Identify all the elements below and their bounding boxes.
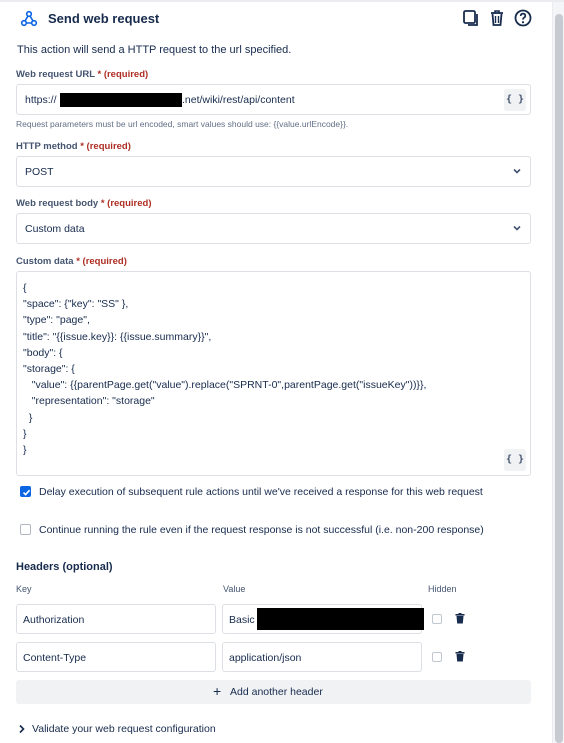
webhook-icon: [20, 10, 38, 28]
custom-data-code: [23, 280, 426, 458]
chevron-down-icon: [512, 223, 522, 233]
smart-value-button[interactable]: { }: [504, 89, 526, 111]
code-line: }: [23, 427, 27, 440]
chevron-right-icon: [18, 724, 26, 736]
request-body-select[interactable]: [16, 213, 531, 244]
page-title: Send web request: [48, 11, 160, 26]
redacted-block: [60, 93, 182, 107]
continue-running-checkbox[interactable]: [20, 524, 31, 535]
plus-icon: +: [213, 683, 222, 699]
hidden-checkbox[interactable]: [432, 652, 442, 662]
url-label: [16, 69, 148, 80]
chevron-down-icon: [512, 166, 522, 176]
code-line: "title": "{{issue.key}}: {{issue.summary}}",: [23, 330, 212, 343]
action-description: This action will send a HTTP request to the url specified.: [17, 44, 292, 56]
code-line: "body": {: [23, 346, 63, 359]
code-line: "storage": {: [23, 363, 75, 376]
delay-execution-checkbox[interactable]: [20, 486, 31, 497]
redacted-block: [257, 608, 424, 630]
trash-icon[interactable]: [455, 613, 465, 624]
add-header-button[interactable]: [16, 680, 531, 704]
code-line: "representation": "storage": [23, 395, 155, 408]
scrollbar[interactable]: [552, 2, 564, 743]
column-header-hidden: Hidden: [428, 584, 457, 594]
code-line: "value": {{parentPage.get("value").replace("SPRNT-0",parentPage.get("issueKey"))}},: [23, 379, 427, 392]
code-line: }: [23, 411, 33, 424]
validate-config-label: Validate your web request configuration: [32, 723, 216, 735]
add-header-label: Add another header: [230, 686, 323, 698]
code-line: "type": "page",: [23, 314, 90, 327]
header-actions: [462, 8, 532, 28]
http-method-select[interactable]: [16, 156, 531, 187]
custom-data-textarea[interactable]: [16, 271, 531, 476]
action-header: [16, 6, 536, 32]
column-header-value: Value: [223, 584, 246, 594]
hidden-checkbox[interactable]: [432, 614, 442, 624]
required-marker: * (required): [97, 69, 149, 80]
url-label-text: Web request URL: [16, 69, 95, 80]
trash-icon[interactable]: [488, 8, 506, 28]
custom-data-label: [16, 256, 127, 267]
url-prefix: https://: [25, 94, 57, 106]
header-key-value: Authorization: [23, 614, 85, 626]
top-border: [0, 0, 564, 2]
delay-execution-label: Delay execution of subsequent rule actions until we've received a response for this web request: [39, 486, 483, 498]
custom-data-label-text: Custom data: [16, 256, 74, 267]
url-suffix: .net/wiki/rest/api/content: [182, 94, 295, 106]
http-method-value: POST: [25, 166, 54, 178]
headers-section-title: Headers (optional): [16, 561, 113, 573]
trash-icon[interactable]: [455, 651, 465, 662]
header-key-input[interactable]: [16, 604, 216, 634]
url-helper-text: Request parameters must be url encoded, smart values should use: {{value.urlEncode}}.: [16, 119, 349, 129]
required-marker: * (required): [80, 141, 131, 152]
header-value-input[interactable]: [222, 604, 422, 634]
header-value-value: Basic: [229, 614, 255, 626]
continue-running-label: Continue running the rule even if the request response is not successful (i.e. non-200 response): [39, 524, 484, 536]
header-value-input[interactable]: [222, 642, 422, 672]
required-marker: * (required): [76, 256, 127, 267]
column-header-key: Key: [16, 584, 32, 594]
code-line: }: [23, 444, 27, 457]
duplicate-icon[interactable]: [462, 8, 480, 28]
header-value-value: application/json: [229, 652, 302, 664]
help-icon[interactable]: [514, 8, 532, 28]
header-key-value: Content-Type: [23, 652, 87, 664]
http-method-label: [16, 141, 131, 152]
code-line: {: [23, 282, 27, 294]
header-key-input[interactable]: [16, 642, 216, 672]
smart-value-button[interactable]: { }: [504, 449, 526, 471]
web-request-url-input[interactable]: [16, 84, 531, 115]
scrollbar-thumb[interactable]: [555, 14, 563, 743]
required-marker: * (required): [100, 198, 152, 209]
request-body-label: [16, 198, 152, 209]
request-body-value: Custom data: [25, 223, 85, 235]
code-line: "space": {"key": "SS" },: [23, 298, 129, 311]
request-body-label-text: Web request body: [16, 198, 99, 209]
http-method-label-text: HTTP method: [16, 141, 78, 152]
